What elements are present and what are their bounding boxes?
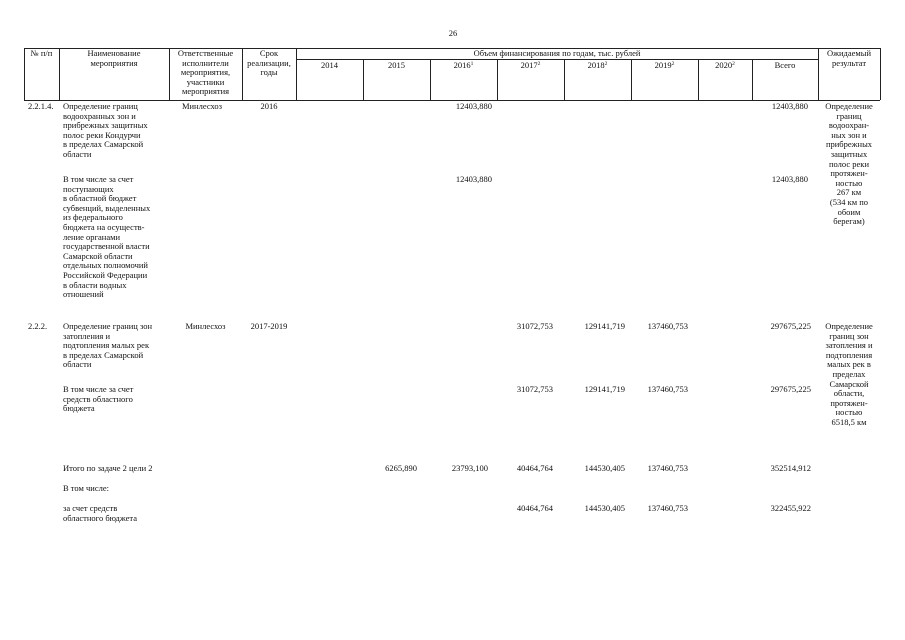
year-label: 2017 [520,60,538,70]
row-result-line: границ [836,110,862,121]
row-result-line: пределах [832,368,866,379]
row-name-line: в областной бюджет [63,193,137,204]
row-value-2017: 31072,753 [516,384,553,394]
row-value-2017: 31072,753 [516,321,553,331]
header-total: Всего [774,60,796,70]
header-term-line: Срок [259,48,279,58]
row-name-line: Российской Федерации [63,269,148,280]
header-funding: Объем финансирования по годам, тыс. рублей [473,48,641,58]
row-name-line: области [63,359,92,370]
row-name-line: Самарской области [63,250,133,261]
year-label: 2020 [715,60,733,70]
row-result-line: водоохран- [828,120,870,131]
row-name [63,504,137,523]
header-number: № п/п [30,48,53,58]
row-name-line: отношений [63,289,104,300]
row-term: 2017-2019 [250,321,288,331]
row-name [63,385,133,414]
year-sup: 2 [732,61,735,67]
row-name-line: водоохранных зон и [63,110,136,121]
row-result-line: ных зон и [831,129,867,140]
header-year-2016 [430,61,497,71]
year-sup: 2 [671,61,675,67]
row-value-2018: 144530,405 [584,503,625,513]
row-value-2019: 137460,753 [647,503,688,513]
header-resp-line: участники [186,76,225,87]
header-term-line: реализации, [247,57,291,68]
header-resp-line: мероприятия [181,86,230,97]
row-result-line: (534 км по [829,196,869,207]
row-name-line: Определение границ [63,101,138,111]
row-result-line: защитных [830,148,868,159]
row-value-2017: 40464,764 [516,503,553,513]
row-name-line: отдельных полномочий [63,260,148,271]
row-result-line: 267 км [836,187,862,198]
year-sup: 2 [604,61,608,67]
row-result-line: подтопления [825,349,873,360]
row-value-total: 12403,880 [771,174,808,184]
row-name-line: областного бюджета [63,512,138,523]
year-label: 2014 [321,60,338,70]
row-value-2016: 12403,880 [455,101,492,111]
row-result-line: области, [833,388,865,399]
header-name [59,49,169,68]
row-result [816,322,882,428]
row-result-line: протяжен- [830,397,868,408]
header-result-line: результат [831,57,867,68]
row-result [816,102,882,227]
row-value-total: 12403,880 [771,101,808,111]
row-result-line: ностью [835,177,863,188]
row-responsible: Минлесхоз [185,321,226,331]
row-name-line: области [63,148,92,159]
row-responsible: Минлесхоз [181,101,223,111]
row-value-total: 352514,912 [770,463,811,473]
row-value-2019: 137460,753 [647,463,688,473]
row-name-line: прибрежных защитных [63,120,148,131]
header-resp-line: исполнители [182,57,229,68]
row-name-line: бюджета на осуществ- [63,221,145,232]
grid-vline [880,48,881,100]
row-value-2016: 23793,100 [451,463,488,473]
row-result-line: границ зон [829,330,869,341]
header-result [818,49,880,68]
row-value-2019: 137460,753 [647,321,688,331]
row-name-line: средств областного [63,393,133,404]
header-name-line: мероприятия [90,57,138,68]
row-result-line: Определение [825,101,873,111]
funding-subheader-line [296,59,818,60]
row-term: 2016 [260,101,278,111]
row-result-line: обоим [837,206,861,217]
header-year-2017 [497,61,564,71]
row-name-line: бюджета [63,403,95,414]
row-result-line: берегам) [833,216,865,227]
row-value-total: 297675,225 [770,384,811,394]
row-value-2018: 144530,405 [584,463,625,473]
row-name [63,322,152,370]
row-name-line: подтопления малых рек [63,340,150,351]
row-name-line: В том числе за счет [63,174,134,184]
row-name: Итого по задаче 2 цели 2 [63,463,153,473]
row-name-line: в области водных [63,279,127,290]
row-result-line: затопления и [825,340,873,351]
year-sup: 1 [470,61,474,67]
row-name-line: из федерального [63,212,123,223]
header-resp-line: мероприятия, [180,67,231,78]
header-year-2019 [631,61,698,71]
row-result-line: ностью [835,407,863,418]
row-name [63,175,150,300]
row-result-line: 6518,5 км [831,416,867,427]
year-label: 2018 [587,60,605,70]
row-name-line: Определение границ зон [63,321,153,331]
row-name-line: В том числе за счет [63,384,134,394]
header-year-2014 [296,61,363,71]
row-result-line: Самарской [829,378,869,389]
header-result-line: Ожидаемый [826,48,872,58]
year-sup: 2 [537,61,541,67]
row-result-line: малых рек в [827,359,871,370]
row-value-2019: 137460,753 [647,384,688,394]
row-name-line: в пределах Самарской [63,349,144,360]
row-name [63,102,148,160]
header-year-2020 [698,61,752,71]
table-header-bottom [24,100,880,101]
row-name-line: затопления и [63,330,111,341]
row-number: 2.2.2. [28,321,48,331]
row-name-line: за счет средств [63,503,118,513]
row-number: 2.2.1.4. [28,101,54,111]
row-result-line: протяжен- [830,168,868,179]
header-responsible [169,49,242,97]
page-number: 26 [448,28,458,38]
row-value-2018: 129141,719 [584,384,625,394]
row-value-2017: 40464,764 [516,463,553,473]
header-term-line: годы [260,67,278,78]
year-label: 2015 [388,60,405,70]
row-name-line: в пределах Самарской [63,139,144,150]
row-value-total: 297675,225 [770,321,811,331]
row-value-total: 322455,922 [770,503,811,513]
row-result-line: прибрежных [825,139,873,150]
header-name-line: Наименование [87,48,141,58]
row-result-line: Определение [825,321,873,331]
row-name-line: ление органами [63,231,121,242]
year-label: 2016 [453,60,471,70]
row-value-2016: 12403,880 [455,174,492,184]
header-year-2018 [564,61,631,71]
row-name: В том числе: [63,483,109,493]
row-name-line: государственной власти [63,241,150,252]
header-resp-line: Ответственные [177,48,234,58]
row-value-2018: 129141,719 [584,321,625,331]
row-result-line: полос реки [829,158,869,169]
header-term [242,49,296,78]
year-label: 2019 [654,60,672,70]
row-name-line: полос реки Кондурчи [63,129,141,140]
row-name-line: субвенций, выделенных [63,202,151,213]
row-name-line: поступающих [63,183,114,194]
header-year-2015 [363,61,430,71]
row-value-2015: 6265,890 [385,463,417,473]
